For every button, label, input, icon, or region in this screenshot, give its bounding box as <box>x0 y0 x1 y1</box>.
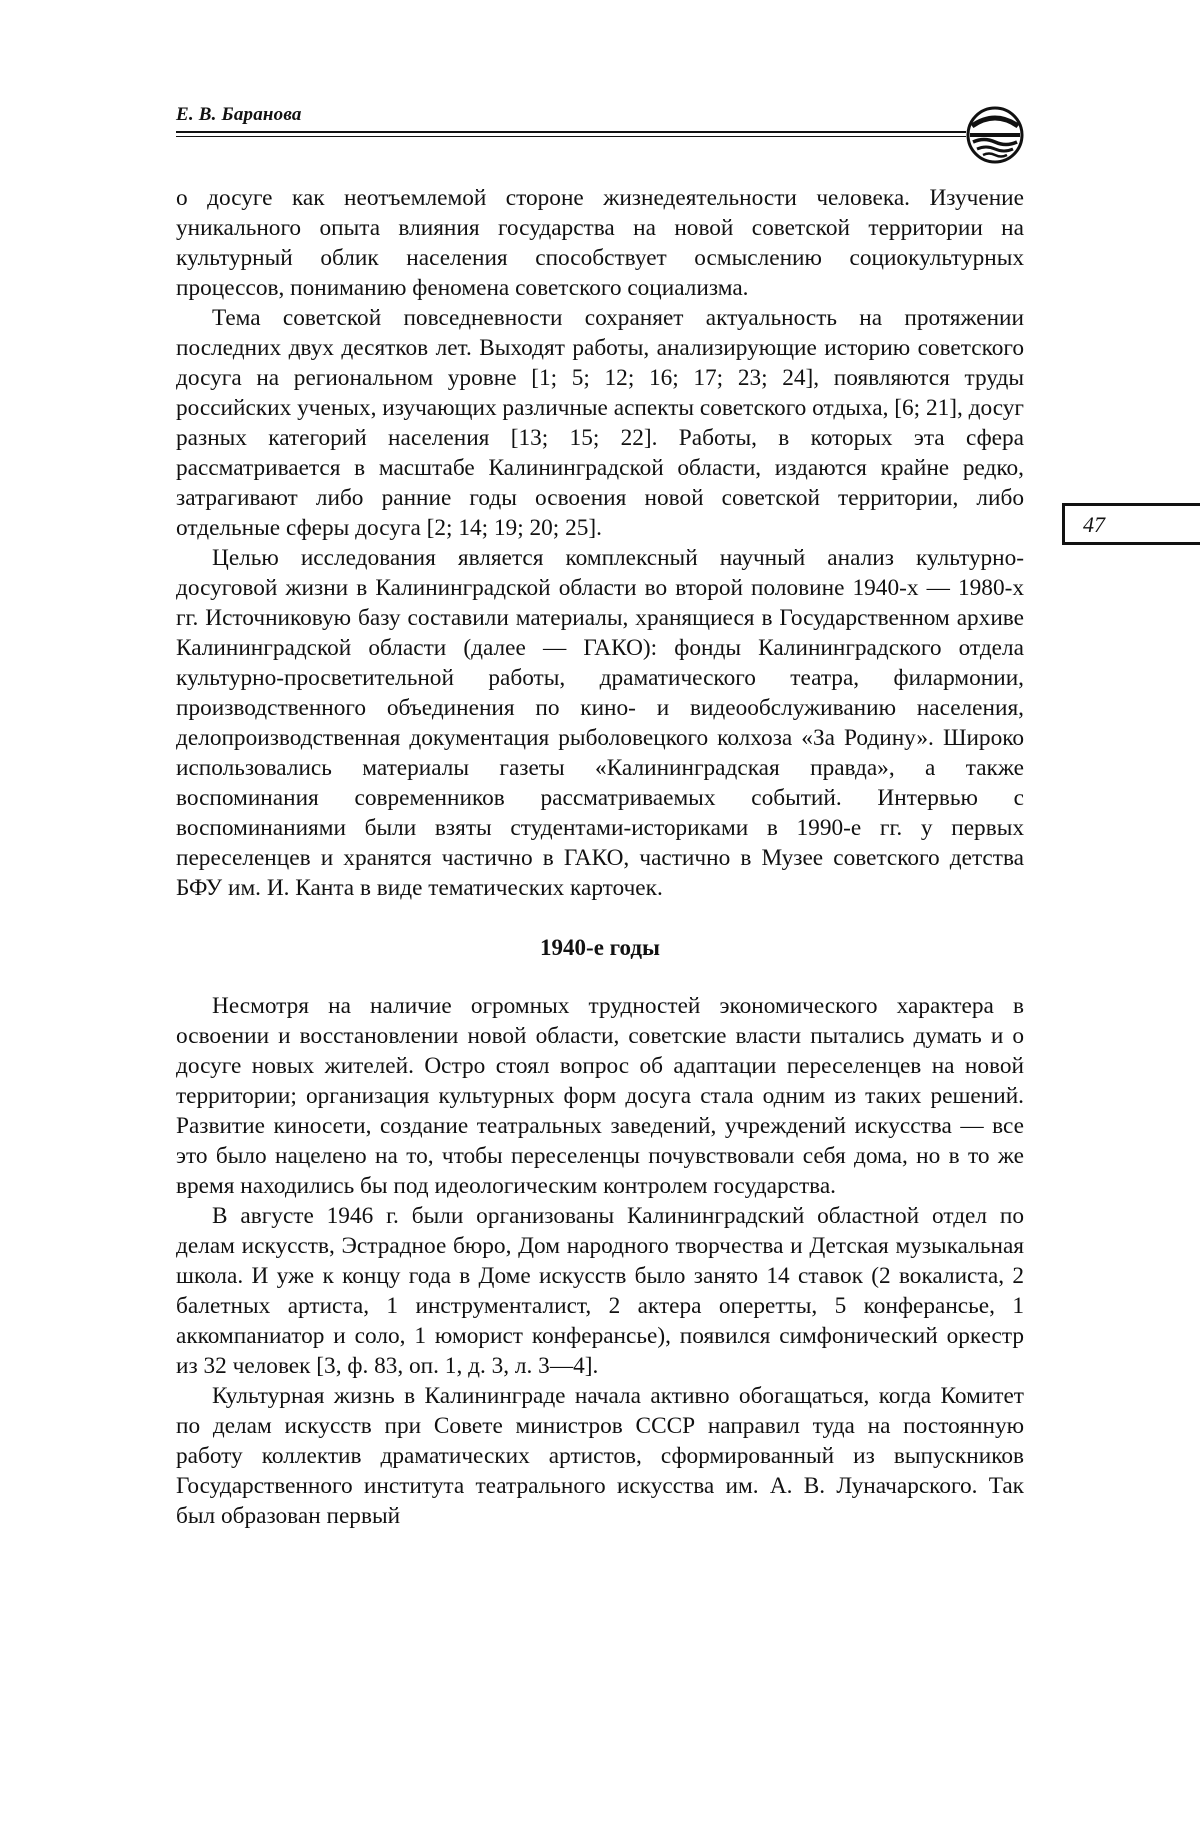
journal-emblem-icon <box>964 104 1026 166</box>
header-rule <box>176 131 966 133</box>
paragraph: Целью исследования является комплексный научный анализ культурно-досуговой жизни в Калининградской области во второй половине 1940-х — 1980-х гг. Источниковую базу составили материалы, хранящиеся в Государственном архиве Калининградской области (далее — ГАКО): фонды Калининградского отдела культурно-просветительной работы, драматического театра, филармонии, производственного объединения по кино- и видеообслуживанию населения, делопроизводственная документация рыболовецкого колхоза «За Родину». Широко использовались материалы газеты «Калининградская правда», а также воспоминания современников рассматриваемых событий. Интервью с воспоминаниями были взяты студентами-историками в 1990-е гг. у первых переселенцев и хранятся частично в ГАКО, частично в Музее советского детства БФУ им. И. Канта в виде тематических карточек. <box>176 545 1024 901</box>
paragraph: о досуге как неотъемлемой стороне жизнедеятельности человека. Изучение уникального опыта влияния государства на новой советской территории на культурный облик населения способствует осмыслению социокультурных процессов, пониманию феномена советского социализма. <box>176 185 1024 301</box>
paragraph: Тема советской повседневности сохраняет актуальность на протяжении последних двух десятков лет. Выходят работы, анализирующие историю советского досуга на региональном уровне [1; 5; 12; 16; 17; 23; 24], появляются труды российских ученых, изучающих различные аспекты советского отдыха, [6; 21], досуг разных категорий населения [13; 15; 22]. Работы, в которых эта сфера рассматривается в масштабе Калининградской области, издаются крайне редко, затрагивают либо ранние годы освоения новой советской территории, либо отдельные сферы досуга [2; 14; 19; 20; 25]. <box>176 305 1024 541</box>
header-rule-thin <box>176 136 966 137</box>
section-heading: 1940-е годы <box>540 935 660 960</box>
paragraph: Культурная жизнь в Калининграде начала активно обогащаться, когда Комитет по делам искусств при Совете министров СССР направил туда на постоянную работу коллектив драматических артистов, сформированный из выпускников Государственного института театрального искусства им. А. В. Луначарского. Так был образован первый <box>176 1383 1024 1529</box>
page-number-box <box>1062 503 1200 545</box>
paragraph: Несмотря на наличие огромных трудностей экономического характера в освоении и восстановлении новой области, советские власти пытались думать и о досуге новых жителей. Остро стоял вопрос об адаптации переселенцев на новой территории; организация культурных форм досуга стала одним из таких решений. Развитие киносети, создание театральных заведений, учреждений искусства — все это было нацелено на то, чтобы переселенцы почувствовали себя дома, но в то же время находились бы под идеологическим контролем государства. <box>176 993 1024 1199</box>
paragraph: В августе 1946 г. были организованы Калининградский областной отдел по делам искусств, Эстрадное бюро, Дом народного творчества и Детская музыкальная школа. И уже к концу года в Доме искусств было занято 14 ставок (2 вокалиста, 2 балетных артиста, 1 инструменталист, 2 актера оперетты, 5 конферансье, 1 аккомпаниатор и соло, 1 юморист конферансье), появился симфонический оркестр из 32 человек [3, ф. 83, оп. 1, д. 3, л. 3—4]. <box>176 1203 1024 1379</box>
page-number: 47 <box>1083 512 1105 537</box>
running-head-author: Е. В. Баранова <box>176 104 302 125</box>
article-body <box>176 183 1024 1531</box>
